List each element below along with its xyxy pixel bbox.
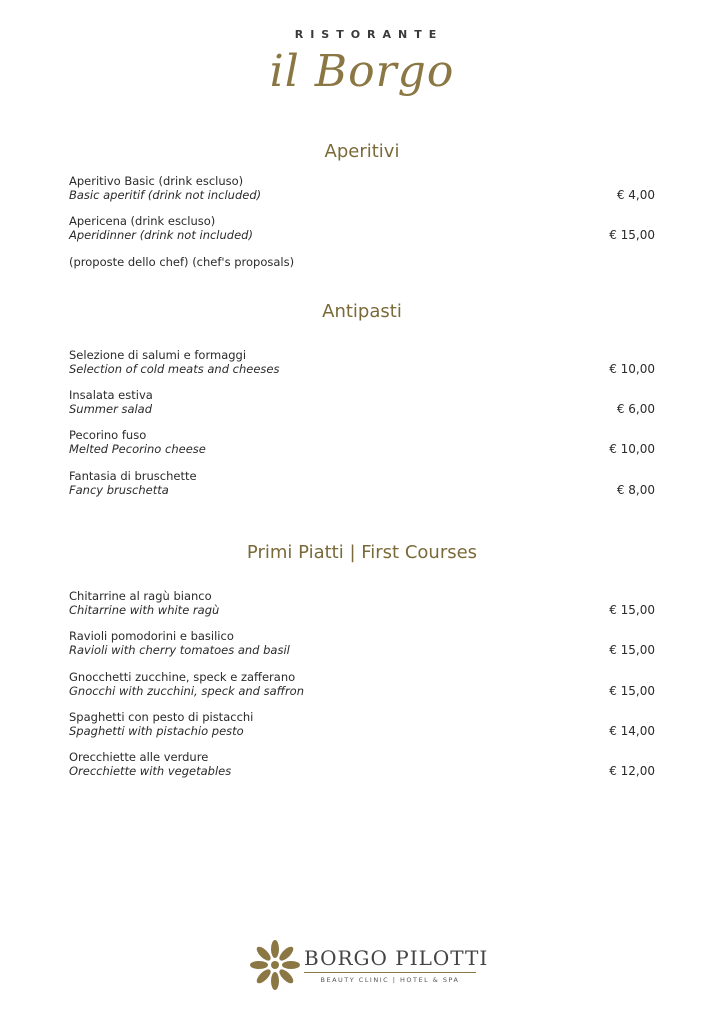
item-price: € 14,00 — [609, 724, 655, 738]
item-english: Basic aperitif (drink not included) — [69, 188, 262, 202]
item-price: € 12,00 — [609, 764, 655, 778]
item-english: Orecchiette with vegetables — [69, 764, 232, 778]
item-name: Pecorino fuso — [69, 428, 147, 442]
item-name: Selezione di salumi e formaggi — [69, 348, 247, 362]
menu-item — [69, 214, 655, 242]
section-title-primi: Primi Piatti | First Courses — [246, 542, 478, 563]
footer-divider — [304, 972, 476, 973]
footer-brand — [248, 938, 489, 990]
menu-item — [69, 469, 655, 497]
item-english: Aperidinner (drink not included) — [69, 228, 253, 242]
menu-item — [69, 428, 655, 456]
brand-top-text: RISTORANTE — [294, 28, 444, 41]
menu-item — [69, 589, 655, 617]
menu-item — [69, 348, 655, 376]
menu-item — [69, 174, 655, 202]
item-name: Apericena (drink escluso) — [69, 214, 216, 228]
item-price: € 15,00 — [609, 643, 655, 657]
item-english: Chitarrine with white ragù — [69, 603, 220, 617]
item-english: Fancy bruschetta — [69, 483, 169, 497]
menu-item — [69, 629, 655, 657]
item-name: Insalata estiva — [69, 388, 153, 402]
brand-script-logo: il Borgo — [269, 46, 455, 97]
chef-proposals-note: (proposte dello chef) (chef's proposals) — [69, 255, 295, 269]
item-english: Gnocchi with zucchini, speck and saffron — [69, 684, 305, 698]
item-name: Spaghetti con pesto di pistacchi — [69, 710, 254, 724]
menu-item — [69, 750, 655, 778]
item-name: Aperitivo Basic (drink escluso) — [69, 174, 244, 188]
menu-item — [69, 710, 655, 738]
item-price: € 6,00 — [616, 402, 655, 416]
item-name: Orecchiette alle verdure — [69, 750, 209, 764]
item-english: Selection of cold meats and cheeses — [69, 362, 280, 376]
item-english: Summer salad — [69, 402, 153, 416]
item-price: € 15,00 — [609, 603, 655, 617]
item-name: Gnocchetti zucchine, speck e zafferano — [69, 670, 296, 684]
item-name: Ravioli pomodorini e basilico — [69, 629, 234, 643]
item-price: € 15,00 — [609, 684, 655, 698]
mandala-icon — [248, 938, 302, 992]
section-title-aperitivi: Aperitivi — [324, 141, 400, 162]
item-price: € 10,00 — [609, 442, 655, 456]
menu-item — [69, 670, 655, 698]
footer-brand-name: BORGO PILOTTI — [304, 946, 489, 970]
footer-subtitle: BEAUTY CLINIC | HOTEL & SPA — [320, 976, 460, 984]
item-english: Spaghetti with pistachio pesto — [69, 724, 244, 738]
menu-item — [69, 388, 655, 416]
item-price: € 10,00 — [609, 362, 655, 376]
item-english: Melted Pecorino cheese — [69, 442, 206, 456]
item-english: Ravioli with cherry tomatoes and basil — [69, 643, 290, 657]
section-title-antipasti: Antipasti — [322, 301, 402, 322]
item-name: Fantasia di bruschette — [69, 469, 197, 483]
item-price: € 15,00 — [609, 228, 655, 242]
item-price: € 8,00 — [616, 483, 655, 497]
item-name: Chitarrine al ragù bianco — [69, 589, 212, 603]
item-price: € 4,00 — [616, 188, 655, 202]
